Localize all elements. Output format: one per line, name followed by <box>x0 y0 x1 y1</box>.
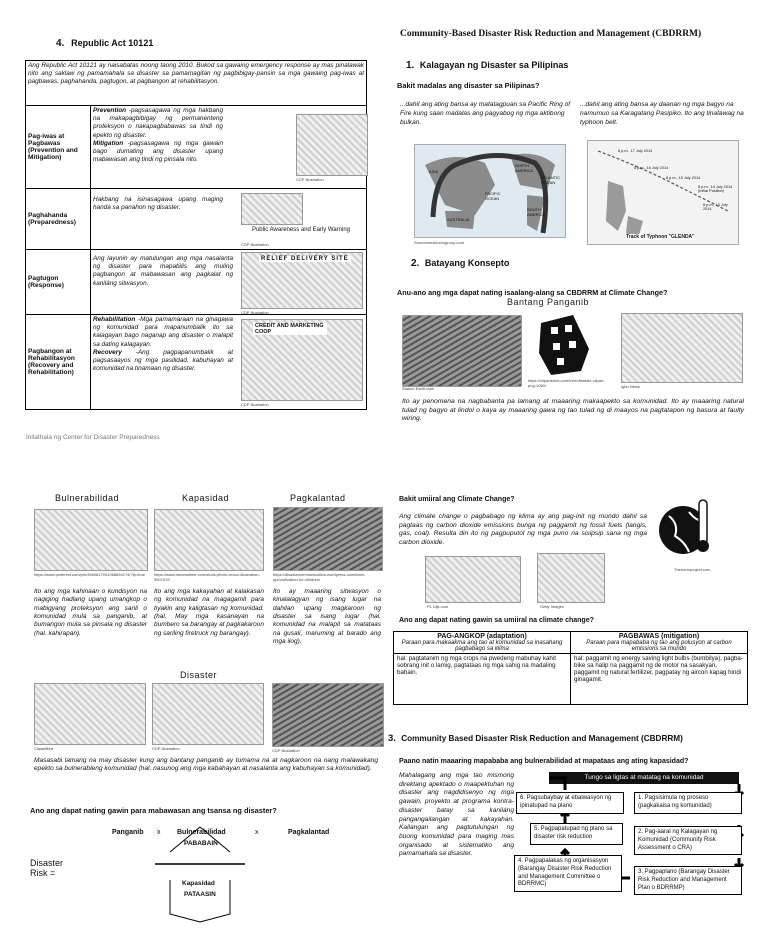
disaster-definition: Masasabi lamang na may disaster kung ang bantang panganib ay tumama na at nagkaroon na nang malawakang epekto sa bulnerableng komunidad (hal. nasunog ang mga kabahayan at nasalanta ang kabuhayan sa komunidad). <box>34 757 378 773</box>
kapasidad-image <box>154 509 264 571</box>
window <box>557 358 564 365</box>
luzon-landmass <box>606 181 626 231</box>
ra-row-prevention <box>26 106 367 189</box>
factory-caption: PL Dijk.com <box>427 604 449 609</box>
formula-kapasidad: Kapasidad <box>182 880 215 887</box>
disaster-title: Disaster <box>180 670 218 680</box>
map-label-north-america: NORTH AMERICA <box>515 163 534 173</box>
deforestation-image <box>537 553 605 603</box>
wires-image-caption: Igbo News <box>621 384 640 389</box>
ra-row-label: Paghahanda (Preparedness) <box>26 189 91 250</box>
building-image-caption: https://clipartstore.com/free/disaster-clipart-png-1060/ <box>528 378 605 388</box>
ra-row-body <box>91 189 367 250</box>
formula-bulnerabilidad: Bulnerabilidad <box>177 829 226 836</box>
map-label-atlantic: ATLANTIC OCEAN <box>541 175 561 185</box>
deforestation-caption: Getty Images <box>540 604 564 609</box>
ra-heading-number: 4. <box>56 38 65 49</box>
section-number: 3. <box>388 733 396 744</box>
formula-disaster-risk: Disaster Risk = <box>30 858 64 878</box>
track-label-1: 8 p.m., 17 July 2014 <box>618 149 653 153</box>
mitigation-header: PAGBAWAS (mitigation) <box>618 633 700 640</box>
window <box>569 341 576 348</box>
question-2: Anu-ano ang mga dapat nating isaalang-alang sa CBDRRM at Climate Change? <box>397 288 668 297</box>
mitigation-def: -pagsasagawa ng mga gawain bago dumating ang disaster upang mabawasan ang tindi ng pinsala nito. <box>93 139 223 164</box>
track-label-5: 8 p.m., 13 July 2014 <box>703 203 728 211</box>
climate-action-question: Ano ang dapat nating gawin sa umiiral na climate change? <box>399 617 594 624</box>
illustration-caption: CDP Illustration <box>241 310 269 315</box>
ra-table <box>25 60 367 410</box>
table-header-row <box>394 632 748 654</box>
pagkalantad-image <box>273 507 383 571</box>
kapasidad-title: Kapasidad <box>182 493 230 503</box>
typhoon-belt-text: ...dahil ang ating bansa ay daanan ng mga bagyo na namumuo sa Karagatang Pasipiko. Ito ang tinatawag na typhoon belt. <box>580 101 744 126</box>
section-number: 2. <box>411 258 420 269</box>
destroyed-buildings-image <box>272 683 384 747</box>
typhoon-image-caption: Station Earth.nwa <box>402 386 434 391</box>
disaster-caption-2: CDP Illustration <box>152 746 180 751</box>
section-title: Batayang Konsepto <box>424 258 510 268</box>
formula-panganib: Panganib <box>112 829 144 836</box>
recovery-def: -Ang pagpapanumbalik at pagsasaayos ng mga pasilidad, kabuhayan at komunidad na tinamaan ng disaster. <box>93 348 233 373</box>
rehabilitation-def: -Mga pamamaraan na ginagawa ng komunidad para mapanumbalik ito sa kalagayan bago naganap ang disaster o malapit sa dating kalagayan. <box>93 316 233 348</box>
formula-pagkalantad: Pagkalantad <box>288 829 330 836</box>
illustration-caption: CDP Illustration <box>296 177 324 182</box>
ra-row-text <box>93 107 223 164</box>
bulnerabilidad-title: Bulnerabilidad <box>55 493 120 503</box>
mitigation-definition: Paraan para mapababa ng tao ang polusyon at carbon emissions sa mundo <box>586 640 732 652</box>
ra-heading <box>56 38 153 49</box>
earth-thermometer-icon <box>655 494 715 564</box>
disaster-caption-1: Clipartlibra <box>34 746 54 751</box>
ra-row-text: Hakbang na isinasagawa upang maging handa sa panahon ng disaster. <box>93 196 223 212</box>
mitigation-header-cell <box>571 632 748 654</box>
section-title: Community Based Disaster Risk Reduction and Management (CBDRRM) <box>401 734 683 743</box>
climate-change-definition: Ang climate change o pagbabago ng klima ay ang pag-init ng mundo dahil sa pagtaas ng carbon dioxide emissions bunga ng paggamit ng fossil fuels (langis, gas, coal). Resulta din ito ng pagpuputol ng mga puno na sisipsip sana ng mga carbon dioxide. <box>399 513 647 546</box>
section-3-heading <box>388 733 683 744</box>
ra-row-body <box>91 250 367 315</box>
map-label-australia: AUSTRALIA <box>447 217 470 222</box>
adaptation-definition: Paraan para makaakma ang tao at komunidad sa inasahang pagbabago sa klima <box>401 640 563 652</box>
typhoon-track-map <box>587 140 739 245</box>
ra-footer: Inilathala ng Center for Disaster Preparedness <box>26 434 160 441</box>
flow-step-1: 1. Pagsisimula ng proseso (pagkakaisa ng komunidad) <box>634 792 742 814</box>
section-1-heading <box>406 60 568 71</box>
disaster-risk-question: Ano ang dapat nating gawin para mabawasan ang tsansa ng disaster? <box>30 806 277 815</box>
up-arrow-shape <box>170 827 230 852</box>
section-title: Kalagayan ng Disaster sa Pilipinas <box>419 60 569 70</box>
ra-intro: Ang Republic Act 10121 ay naisabatas noong taong 2010. Bukod sa gawaing emergency response ay mas pinalawak nito ang saklaw ng pamamahala sa disaster sa pamamagitan ng pagbibigay-pansin sa mga gawaing pag-iwas at pagbawas, paghahanda, pagtugon, at pagbangon at rehabilitasyon. <box>26 61 367 106</box>
pagkalantad-definition: Ito ay maaaring sitwasyon o kinalalagyan ng isang lugar na dahilan upang magkaroon ng disaster sa isang lugar (hal. komunidad na malapit sa matataas na gusali, maruming at barado ang mga ilog). <box>273 588 381 645</box>
track-label-3: 8 p.m., 15 July 2014 <box>666 176 701 180</box>
burning-house-image <box>34 683 146 745</box>
pagkalantad-title: Pagkalantad <box>290 493 346 503</box>
question-1: Bakit madalas ang disaster sa Pilipinas? <box>397 81 540 90</box>
flow-step-4: 4. Pagpapalakas ng organisasyon (Barangay Disaster Risk Reduction and Management Committee o BDRRMC) <box>514 855 622 892</box>
ring-of-fire-map <box>414 144 566 238</box>
formula-multiply-1: x <box>157 829 161 836</box>
flow-step-2: 2. Pag-aaral ng Kalagayan ng Komunidad (Community Risk Assessment o CRA) <box>634 826 742 855</box>
typhoon-image <box>402 315 522 387</box>
ra-heading-text: Republic Act 10121 <box>71 38 154 48</box>
mitigation-term: Mitigation <box>93 139 124 147</box>
flow-step-5: 5. Pagpapatupad ng plano sa disaster risk reduction <box>530 823 623 845</box>
bulnerabilidad-image <box>34 509 148 571</box>
map-label-pacific: PACIFIC OCEAN <box>485 191 501 201</box>
thermometer-tube <box>699 500 707 544</box>
relief-sign-text: RELIEF DELIVERY SITE <box>261 256 349 262</box>
window <box>553 343 560 350</box>
section-number: 1. <box>406 60 415 71</box>
preparedness-image-text: Public Awareness and Early Warning <box>251 227 351 233</box>
prevention-def: -pagsasagawa ng mga hakbang na makapagbibigay ng permanenteng proteksyon o nakapagbabawas sa tindi ng epekto ng disaster. <box>93 107 223 139</box>
pagkalantad-caption: https://disastercommunication.wordpress.com/learn-ppi/civilization-for-children/ <box>273 572 366 582</box>
recovery-sign-text: CREDIT AND MARKETING COOP <box>253 323 327 335</box>
thermometer-bulb <box>697 540 709 552</box>
cbdrrm-explanation: Mahalagang ang mga tao mismong direktang apektado o maapektuhan ng disaster ang nagdidisenyo ng mga gawain, proyekto at programa kontra-disaster batay sa kaniláng pangangailangan at kakayahan. Kailangan ang pagtutulungan ng buong komunidad para maging mas organisado at sistematiko ang pamamahala sa disaster. <box>399 772 514 858</box>
ra-intro-row <box>26 61 367 106</box>
flow-step-3: 3. Pagpaplano (Barangay Disaster Risk Reduction and Management Plan o BDRRMP) <box>634 866 742 895</box>
formula-pababain: PABABAIN <box>184 840 218 847</box>
flow-goal-banner: Tungo sa ligtas at matatag na komunidad <box>549 772 739 784</box>
prevention-term: Prevention <box>93 107 127 114</box>
factory-image <box>425 556 521 603</box>
adaptation-header-cell <box>394 632 571 654</box>
table-example-row <box>394 654 748 705</box>
illustration-caption: CDP Illustration <box>241 242 269 247</box>
disaster-caption-3: CDP Illustration <box>272 748 300 753</box>
ra-row-body <box>91 315 367 410</box>
rehabilitation-term: Rehabilitation <box>93 316 136 323</box>
building-shape <box>539 315 589 375</box>
climate-change-question: Bakit umiiral ang Climate Change? <box>399 496 515 503</box>
ra-row-label: Pag-iwas at Pagbawas (Prevention and Mitigation) <box>26 106 91 189</box>
track-label-2: 8 p.m., 16 July 2014 <box>634 166 669 170</box>
earth-caption: Thenounproject.com <box>674 567 711 572</box>
window <box>565 325 572 332</box>
adaptation-example: hal: pagtatanim ng mga crops na pwedeng mabuhay kahit sobrang init o lamig, pagtataas ng mga sahig na madaling bahain. <box>394 654 571 705</box>
bulnerabilidad-definition: Ito ang mga kahinaan o kundisyon na nagiging hadlang upang umangkop o mabigyang proteksyon ang sarili o komunidad mula sa panganib, at bumangon mula sa pinsala ng disaster (hal. kahirapan). <box>34 588 147 637</box>
electric-wires-image <box>621 313 743 383</box>
map-label-asia: ASIA <box>429 169 439 174</box>
ra-row-label: Pagtugon (Response) <box>26 250 91 315</box>
section-2-heading <box>411 258 509 269</box>
flow-step-6: 6. Pagsubaybay at ebalwasyon ng ipinatupad na plano <box>516 792 624 814</box>
bantang-panganib-title: Bantang Panganib <box>507 297 590 307</box>
typhoon-track-caption: Track of Typhoon "GLENDA" <box>626 234 695 240</box>
kapasidad-caption: https://www.dreamstime.com/stock-photo-vector-illustration-9507015 <box>154 572 260 582</box>
ra-row-text: Ang layunin ay matulungan ang mga nasalanta ng disaster para mapabilis ang muling pagbangon at mabawasan ang pagkalat ng kaniláng sitwasyon. <box>93 255 233 287</box>
formula-multiply-2: x <box>255 829 259 836</box>
recovery-term: Recovery <box>93 348 122 356</box>
map1-caption: Sourcemedia.sirugroup.com <box>414 240 465 245</box>
cbdrrm-question: Paano natin maaaring mapababa ang bulnerabilidad at mapataas ang ating kapasidad? <box>399 758 689 765</box>
ra-row-preparedness <box>26 189 367 250</box>
ring-of-fire-text: ...dahil ang ating bansa ay matatagpuan sa Pacific Ring of Fire kung saan madalas ang pagyabog ng mga aktibong bulkan. <box>400 101 571 126</box>
map-label-south-america: SOUTH AMERICA <box>527 207 546 217</box>
ra-row-body <box>91 106 367 189</box>
adaptation-mitigation-table <box>393 631 748 705</box>
ra-row-label: Pagbangon at Rehabilitasyon (Recovery and Rehabilitation) <box>26 315 91 410</box>
mitigation-example: hal: paggamit ng energy saving light bulbs (bumbilya), pagba-bike sa halip na paggamit ng de motor na sasakyan, paggamit ng natural fertilizer, pagpatay ng aircon kapag hindi ginagamit. <box>571 654 748 705</box>
flooded-house-image <box>152 683 264 745</box>
window <box>551 327 558 334</box>
bulnerabilidad-caption: https://www.pinterest.com/pin/3560817031068694174/?lp=true <box>34 572 146 577</box>
ra-row-recovery <box>26 315 367 410</box>
preparedness-illustration <box>241 193 303 225</box>
collapsed-building-icon <box>533 313 595 377</box>
formula-arrows <box>150 822 250 926</box>
bantang-panganib-definition: Ito ay penomena na nagbabanta pa lamang at maaaring makaapekto sa komunidad. Ito ay maaaring natural tulad ng bagyo at lindol o kaya ay maaaring gawa ng tao tulad ng di maayos na pagtatapon ng basura at faulty wiring. <box>402 398 744 423</box>
kapasidad-definition: Ito ang mga kakayahan at kalakasan ng komunidad na magagamit para tiyakin ang kaligtasan ng komunidad. (hal. May mga kasanayan na bumbero sa barangay at pagkakaroon ng sariling firetruck ng barangay). <box>154 588 264 637</box>
formula-pataasin: PATAASIN <box>184 891 216 898</box>
mitigation-illustration <box>296 114 368 176</box>
cbdrrm-title: Community-Based Disaster Risk Reduction and Management (CBDRRM) <box>400 29 702 39</box>
arrow-to-goal <box>549 778 565 790</box>
ra-row-response <box>26 250 367 315</box>
illustration-caption: CDP Illustration <box>241 402 269 407</box>
adaptation-header: PAG-ANGKOP (adaptation) <box>437 633 527 640</box>
track-label-4: 8 p.m., 14 July 2014 (Initial Position) <box>698 185 733 193</box>
ra-row-text <box>93 316 233 373</box>
